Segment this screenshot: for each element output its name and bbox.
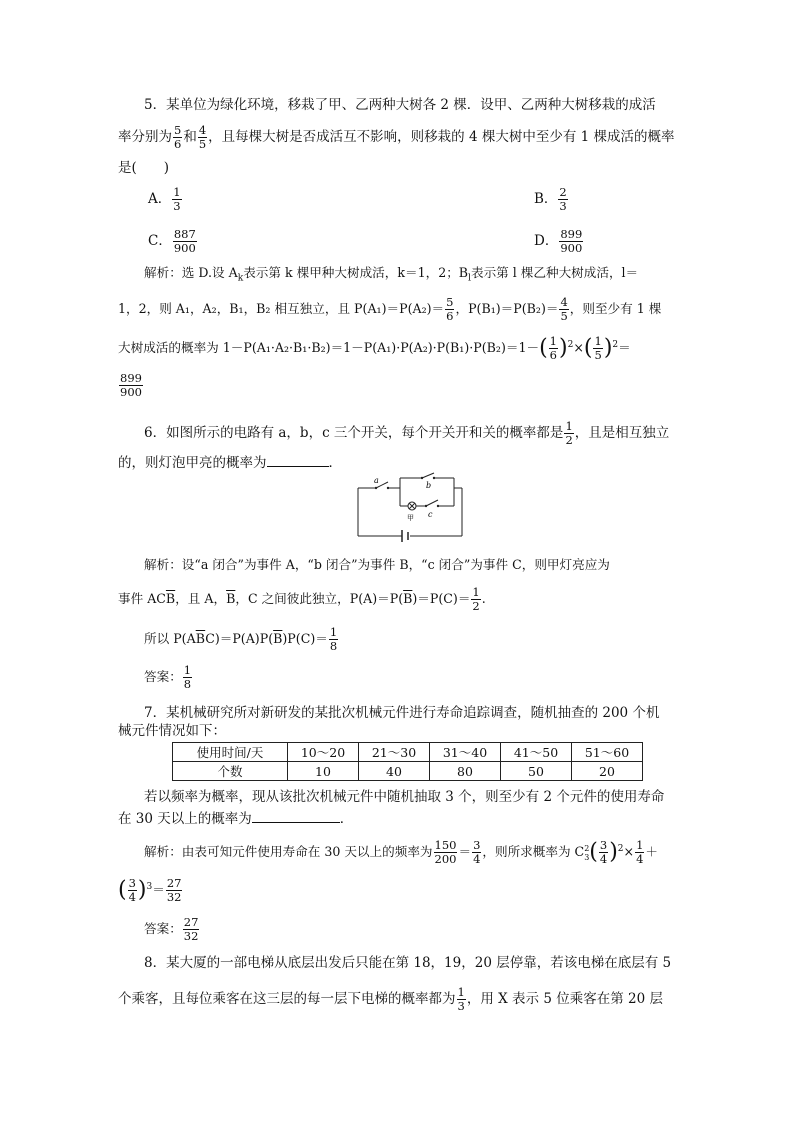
q5-stem-line2 <box>118 124 678 151</box>
switch-b-label: b <box>426 481 432 490</box>
table-cell: 10 <box>288 762 359 781</box>
table-cell: 40 <box>359 762 430 781</box>
table-header-cell: 21～30 <box>359 743 430 762</box>
table-header-cell: 31～40 <box>430 743 501 762</box>
q5-text: 和 <box>183 129 197 145</box>
q6-solution-line2: 事件 $AC\overline{B}$，且 A，$\overline{B}$，C 之间彼此独立，$P(A)=P(\overline{B})=P(C)=$ $\frac{1}{2}$ . <box>118 585 486 613</box>
lifetime-table <box>172 742 643 781</box>
q5-text: 是( ) <box>118 160 170 176</box>
circuit-diagram <box>350 470 470 542</box>
q6-stem-line2: 的，则灯泡甲亮的概率为 ． <box>118 452 678 474</box>
q6-stem-line1: 6．如图所示的电路有 a，b，c 三个开关，每个开关开和关的概率都是 $\frac{1}{2}$ ，且是相互独立 <box>144 419 670 447</box>
table-cell: 50 <box>501 762 572 781</box>
table-cell: 个数 <box>173 762 288 781</box>
q8-stem-line1: 8．某大厦的一部电梯从底层出发后只能在第 18，19，20 层停靠，若该电梯在底层有 5 <box>144 955 672 971</box>
q5-solution-line1: 解析：选 D.设 $A_k$表示第 k 棵甲种大树成活，k＝1，2；$B_l$表示第 l 棵乙种大树成活，l＝ <box>144 265 639 284</box>
q5-option-d: D． $\frac{899}{900}$ <box>534 227 583 255</box>
table-header-cell: 51～60 <box>572 743 643 762</box>
table-row <box>173 762 643 781</box>
table-cell: 20 <box>572 762 643 781</box>
q5-option-b: B． $\frac{2}{3}$ <box>534 185 567 213</box>
fraction: $\frac{4}{5}$ <box>198 123 207 151</box>
fraction: $\frac{5}{6}$ <box>174 123 182 151</box>
q5-solution-result: $\frac{899}{900}$ <box>120 371 142 399</box>
q6-solution-line3: 所以 $P(A\overline{B}C)=P(A)P(\overline{B})P(C)=$ $\frac{1}{8}$ <box>144 625 338 653</box>
answer-blank <box>267 452 329 467</box>
table-header-cell: 10～20 <box>288 743 359 762</box>
q5-text: 5．某单位为绿化环境，移栽了甲、乙两种大树各 2 棵．设甲、乙两种大树移栽的成活 <box>144 97 656 113</box>
q7-solution-line1: 解析：由表可知元件使用寿命在 30 天以上的频率为 $\frac{150}{200}$ ＝ $\frac{3}{4}$ ，则所求概率为 C 2 3 ( $\frac{3}{4}$ )$^2$× $\frac{1}{4}$ ＋ <box>144 838 659 867</box>
q7-stem-line2: 械元件情况如下： <box>118 723 226 739</box>
q5-solution-line3: 大树成活的概率为 1－P(A₁·A₂·B₁·B₂)＝1－P(A₁)·P(A₂)·P(B₁)·P(B₂)＝1－( $\frac{1}{6}$ )$^2$×( $\frac{1}{5}$ )$^2$＝ <box>118 334 631 363</box>
q7-stem-line4: 在 30 天以上的概率为 ． <box>118 808 678 830</box>
table-header-cell: 使用时间/天 <box>173 743 288 762</box>
q5-text: ，且每棵大树是否成活互不影响，则移栽的 4 棵大树中至少有 1 棵成活的概率 <box>208 129 675 145</box>
answer-blank <box>252 808 340 823</box>
q5-option-c: C． $\frac{887}{900}$ <box>148 227 196 255</box>
q5-option-a: A． $\frac{1}{3}$ <box>148 185 181 213</box>
q6-solution-line1: 解析：设“a 闭合”为事件 A，“b 闭合”为事件 B，“c 闭合”为事件 C，则甲灯亮应为 <box>144 557 610 572</box>
q7-stem-line1: 7．某机械研究所对新研发的某批次机械元件进行寿命追踪调查，随机抽查的 200 个机 <box>144 705 660 721</box>
q5-stem-line1 <box>118 94 678 116</box>
q5-solution-line2: 1，2，则 A₁，A₂，B₁，B₂ 相互独立，且 P(A₁)＝P(A₂)＝ $\frac{5}{6}$ ，P(B₁)＝P(B₂)＝ $\frac{4}{5}$ ，则至少有 1 棵 <box>118 295 662 323</box>
switch-c-label: c <box>428 510 433 519</box>
q7-solution-line2: ( $\frac{3}{4}$ )$^3$＝ $\frac{27}{32}$ <box>118 876 182 905</box>
table-cell: 80 <box>430 762 501 781</box>
switch-a-label: a <box>374 476 379 485</box>
q5-stem-line3 <box>118 157 678 179</box>
q8-stem-line2: 个乘客，且每位乘客在这三层的每一层下电梯的概率都为 $\frac{1}{3}$ ，用 X 表示 5 位乘客在第 20 层 <box>118 985 663 1013</box>
q5-text: 率分别为 <box>118 129 172 145</box>
q6-answer: 答案： $\frac{1}{8}$ <box>144 663 192 691</box>
q7-stem-line3: 若以频率为概率，现从该批次机械元件中随机抽取 3 个，则至少有 2 个元件的使用寿命 <box>144 789 665 805</box>
table-row <box>173 743 643 762</box>
table-header-cell: 41～50 <box>501 743 572 762</box>
lamp-label: 甲 <box>407 514 414 522</box>
q7-answer: 答案： $\frac{27}{32}$ <box>144 915 199 943</box>
